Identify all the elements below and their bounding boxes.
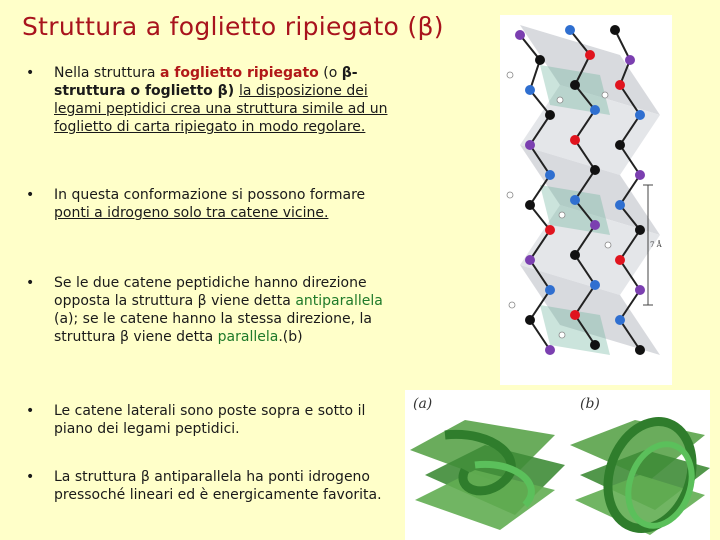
bullet-segment: Nella struttura: [54, 65, 160, 81]
bullet-dot: •: [26, 403, 35, 419]
bullet-dot: •: [26, 187, 35, 203]
bullet-segment: La struttura β antiparallela ha ponti idrogeno pressoché lineari ed è energicamente favorita.: [54, 469, 382, 503]
bullet-dot: •: [26, 65, 35, 81]
bullet-text: [54, 468, 394, 504]
bullet-text: [54, 402, 394, 438]
distance-label: 7 Å: [650, 241, 662, 249]
label-a: (a): [413, 396, 433, 412]
bullet-text: [54, 274, 394, 346]
bullet-segment: Le catene laterali sono poste sopra e sotto il piano dei legami peptidici.: [54, 403, 366, 437]
bullet-segment: β-struttura o foglietto β): [54, 65, 358, 99]
ribbon-figure: [405, 390, 710, 540]
bullet-segment: .(b): [278, 329, 303, 345]
bullet-dot: •: [26, 275, 35, 291]
ribbon-svg: [405, 390, 710, 540]
label-b: (b): [580, 396, 600, 412]
bullet-segment: a foglietto ripiegato: [159, 65, 319, 81]
pleated-sheet-svg: [500, 15, 672, 385]
bullet-dot: •: [26, 469, 35, 485]
bullet-text: [54, 186, 394, 222]
bullet-segment: In questa conformazione si possono formare: [54, 187, 366, 203]
bullet-segment: (o: [318, 65, 342, 81]
bullet-text: [54, 64, 394, 136]
bullet-segment: Se le due catene peptidiche hanno direzione opposta la struttura β viene detta: [54, 275, 367, 309]
bullet-segment: la disposizione dei legami peptidici crea una struttura simile ad un foglietto di carta ripiegato in modo regolare.: [54, 83, 388, 135]
pleated-sheet-figure: [500, 15, 672, 385]
bullet-segment: (a); se le catene hanno la stessa direzione, la struttura β viene detta: [54, 311, 372, 345]
page-title: Struttura a foglietto ripiegato (β): [22, 12, 444, 41]
bullet-segment: antiparallela: [295, 293, 383, 309]
bullet-segment: ponti a idrogeno solo tra catene vicine.: [54, 205, 329, 221]
bullet-segment: parallela: [217, 329, 279, 345]
